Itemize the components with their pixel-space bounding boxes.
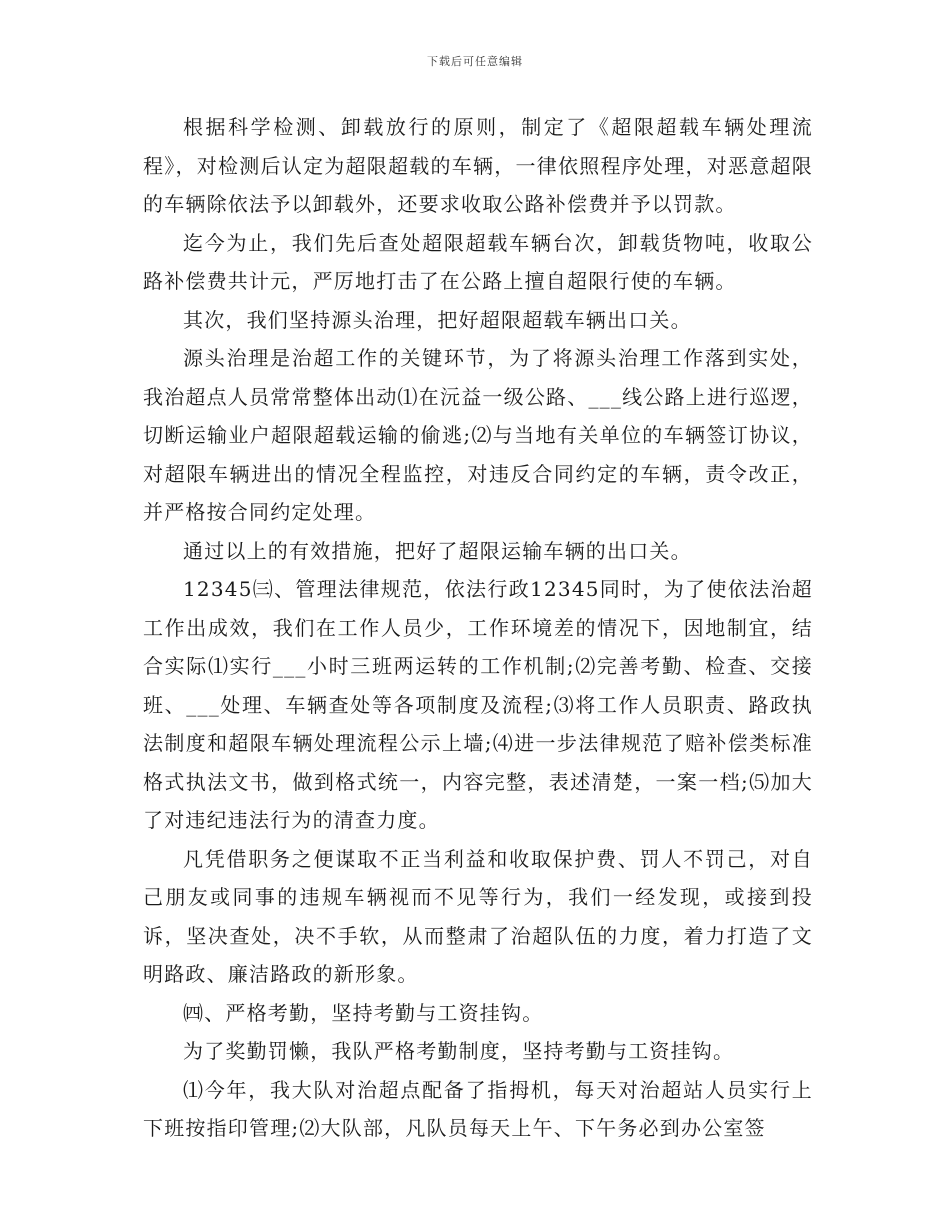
- paragraph: 其次，我们坚持源头治理，把好超限超载车辆出口关。: [183, 307, 692, 332]
- paragraph: 为了奖勤罚懒，我队严格考勤制度，坚持考勤与工资挂钩。: [183, 1039, 735, 1063]
- paragraph: ⑴今年，我大队对治超点配备了指拇机，每天对治超站人员实行上下班按指印管理;⑵大队部，凡队员每天上午、下午务必到办公室签: [143, 1077, 813, 1140]
- paragraph: 根据科学检测、卸载放行的原则，制定了《超限超载车辆处理流程》，对检测后认定为超限超载的车辆，一律依照程序处理，对恶意超限的车辆除依法予以卸载外，还要求收取公路补偿费并予以罚款。: [143, 115, 813, 216]
- page-header: 下载后可任意编辑: [427, 55, 523, 68]
- paragraph: 迄今为止，我们先后查处超限超载车辆台次，卸载货物吨，收取公路补偿费共计元，严厉地打击了在公路上擅自超限行使的车辆。: [143, 230, 813, 293]
- paragraph: 通过以上的有效措施，把好了超限运输车辆的出口关。: [183, 538, 692, 563]
- paragraph: 12345㈢、管理法律规范，依法行政12345同时，为了使依法治超工作出成效，我们在工作人员少，工作环境差的情况下，因地制宜，结合实际⑴实行___小时三班两运转的工作机制;⑵完善考勤、检查、交接班、___处理、车辆查处等各项制度及流程;⑶将工作人员职责、路政执法制度和超限车辆处理流程公示上墙;⑷进一步法律规范了赔补偿类标准格式执法文书，做到格式统一，内容完整，表述清楚，一案一档;⑸加大了对违纪违法行为的清查力度。: [143, 577, 813, 832]
- document-body: [143, 108, 813, 1148]
- paragraph: 凡凭借职务之便谋取不正当利益和收取保护费、罚人不罚己，对自己朋友或同事的违规车辆视而不见等行为，我们一经发现，或接到投诉，坚决查处，决不手软，从而整肃了治超队伍的力度，着力打造了文明路政、廉洁路政的新形象。: [143, 846, 813, 986]
- paragraph: 源头治理是治超工作的关键环节，为了将源头治理工作落到实处，我治超点人员常常整体出动⑴在沅益一级公路、___线公路上进行巡逻，切断运输业户超限超载运输的偷逃;⑵与当地有关单位的车辆签订协议，对超限车辆进出的情况全程监控，对违反合同约定的车辆，责令改正，并严格按合同约定处理。: [143, 346, 813, 524]
- paragraph: ㈣、严格考勤，坚持考勤与工资挂钩。: [183, 1000, 544, 1025]
